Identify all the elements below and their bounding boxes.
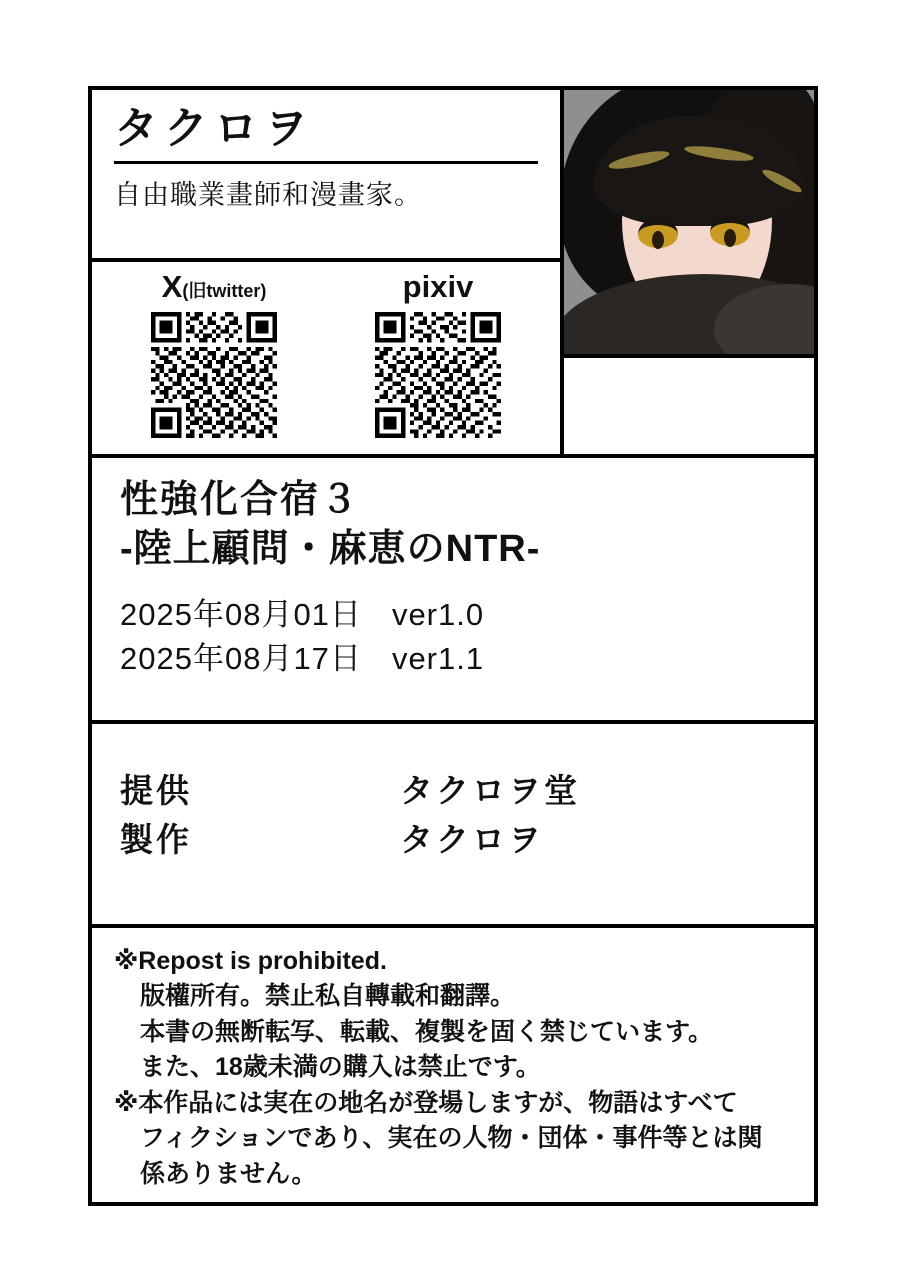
credit-value: タクロヲ <box>400 821 544 859</box>
social-label-pixiv-main: pixiv <box>402 269 474 304</box>
notice-line: フィクションであり、実在の人物・団体・事件等とは関 <box>140 1124 763 1152</box>
author-description: 自由職業畫師和漫畫家。 <box>114 179 422 210</box>
social-item-pixiv[interactable] <box>326 270 550 444</box>
notice-line: 本書の無断転写、転載、複製を固く禁じています。 <box>140 1017 714 1046</box>
portrait-column <box>564 90 814 454</box>
credit-row <box>120 815 786 865</box>
version-date: 2025年08月17日 <box>120 641 362 677</box>
credits-block <box>92 724 814 928</box>
info-card <box>88 86 818 1206</box>
work-title-line1: 性強化合宿３ <box>120 478 361 521</box>
legal-notice-block <box>92 928 814 1203</box>
version-row <box>120 593 786 638</box>
work-title-block <box>92 458 814 724</box>
version-date: 2025年08月01日 <box>120 596 362 632</box>
portrait-right-pupil <box>724 229 736 247</box>
portrait-left-eye <box>638 218 678 248</box>
notice-line: 係ありません。 <box>140 1159 317 1188</box>
author-and-social-column <box>92 90 564 454</box>
portrait-right-eye <box>710 216 750 246</box>
social-label-pixiv <box>403 270 474 304</box>
social-label-x-sub: (旧twitter) <box>182 281 267 301</box>
credit-row <box>120 766 786 816</box>
social-item-x[interactable] <box>102 270 326 444</box>
portrait-empty-cell <box>564 358 814 454</box>
social-label-x-main: X <box>161 269 183 304</box>
qr-code-pixiv[interactable] <box>375 312 501 438</box>
version-number: ver1.0 <box>391 596 485 632</box>
author-portrait-image <box>564 90 814 358</box>
work-title-line2: -陸上顧問・麻恵のNTR- <box>120 528 541 571</box>
credit-role: 提供 <box>120 771 192 809</box>
notice-line: ※Repost is prohibited. <box>114 946 387 975</box>
author-name: タクロヲ <box>114 104 314 153</box>
notice-line: 版權所有。禁止私自轉載和翻譯。 <box>140 982 516 1010</box>
credit-role: 製作 <box>120 821 192 859</box>
version-number: ver1.1 <box>391 641 485 677</box>
author-block <box>92 90 560 262</box>
social-label-x <box>162 270 267 304</box>
social-links-block <box>92 262 560 454</box>
portrait-left-pupil <box>652 231 664 249</box>
credit-value: タクロヲ堂 <box>400 771 580 809</box>
notice-line: ※本作品には実在の地名が登場しますが、物語はすべて <box>114 1088 738 1117</box>
author-divider <box>114 161 538 164</box>
qr-code-x[interactable] <box>151 312 277 438</box>
top-region <box>92 90 814 458</box>
notice-line: また、18歳未満の購入は禁止です。 <box>140 1053 541 1081</box>
version-row <box>120 637 786 682</box>
